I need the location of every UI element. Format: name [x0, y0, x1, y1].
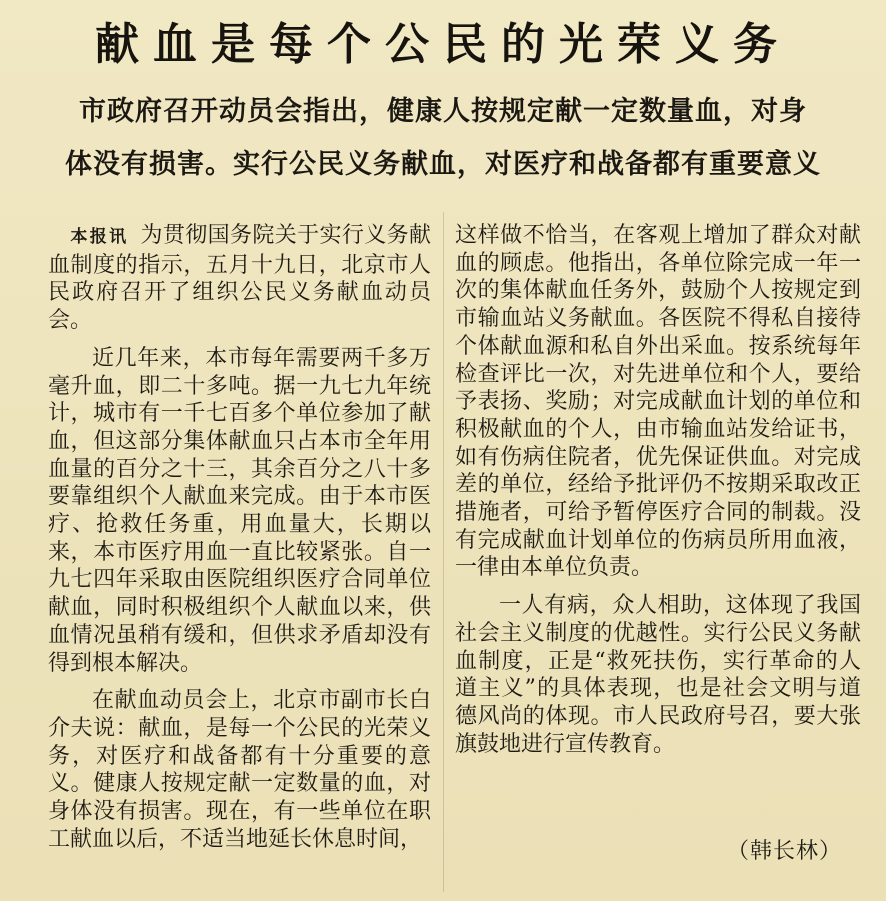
- dateline: 本报讯: [70, 227, 129, 247]
- article-paragraph: [48, 222, 431, 335]
- article-paragraph: 在献血动员会上，北京市副市长白介夫说：献血，是每一个公民的光荣义务，对医疗和战备都有十分重要的意义。健康人按规定献一定数量的血，对身体没有损害。现在，有一些单位在职工献血以后，不适当地延长休息时间，: [48, 688, 431, 852]
- byline: （韩长林）: [727, 839, 843, 864]
- paragraph-text: 为贯彻国务院关于实行义务献血制度的指示，五月十九日，北京市人民政府召开了组织公民义务献血动员会。: [48, 223, 431, 334]
- article-column-right: [455, 222, 861, 768]
- article-paragraph: 这样做不恰当，在客观上增加了群众对献血的顾虑。他指出，各单位除完成一年一次的集体献血任务外，鼓励个人按规定到市输血站义务献血。各医院不得私自接待个体献血源和私自外出采血。按系统每年检查评比一次，对先进单位和个人，要给予表扬、奖励；对完成献血计划的单位和积极献血的个人，由市输血站发给证书，如有伤病住院者，优先保证供血。对完成差的单位，经给予批评仍不按期采取改正措施者，可给予暂停医疗合同的制裁。没有完成献血计划单位的伤病员所用血液，一律由本单位负责。: [455, 223, 861, 581]
- article-column-left: [48, 222, 431, 863]
- subheadline-line-1: 市政府召开动员会指出，健康人按规定献一定数量血，对身: [79, 96, 807, 127]
- headline: 献血是每个公民的光荣义务: [95, 19, 791, 70]
- subheadline-line-2: 体没有损害。实行公民义务献血，对医疗和战备都有重要意义: [65, 149, 821, 180]
- article-paragraph: 近几年来，本市每年需要两千多万毫升血，即二十多吨。据一九七九年统计，城市有一千七百多个单位参加了献血，但这部分集体献血只占本市全年用血量的百分之十三，其余百分之八十多要靠组织个人献血来完成。由于本市医疗、抢救任务重，用血量大，长期以来，本市医疗用血一直比较紧张。自一九七四年采取由医院组织医疗合同单位献血，同时积极组织个人献血以来，供血情况虽稍有缓和，但供求矛盾却没有得到根本解决。: [48, 345, 431, 676]
- column-divider: [443, 212, 444, 892]
- article-paragraph: 一人有病，众人相助，这体现了我国社会主义制度的优越性。实行公民义务献血制度，正是“救死扶伤，实行革命的人道主义”的具体表现，也是社会文明与道德风尚的体现。市人民政府号召，要大张旗鼓地进行宣传教育。: [455, 593, 861, 757]
